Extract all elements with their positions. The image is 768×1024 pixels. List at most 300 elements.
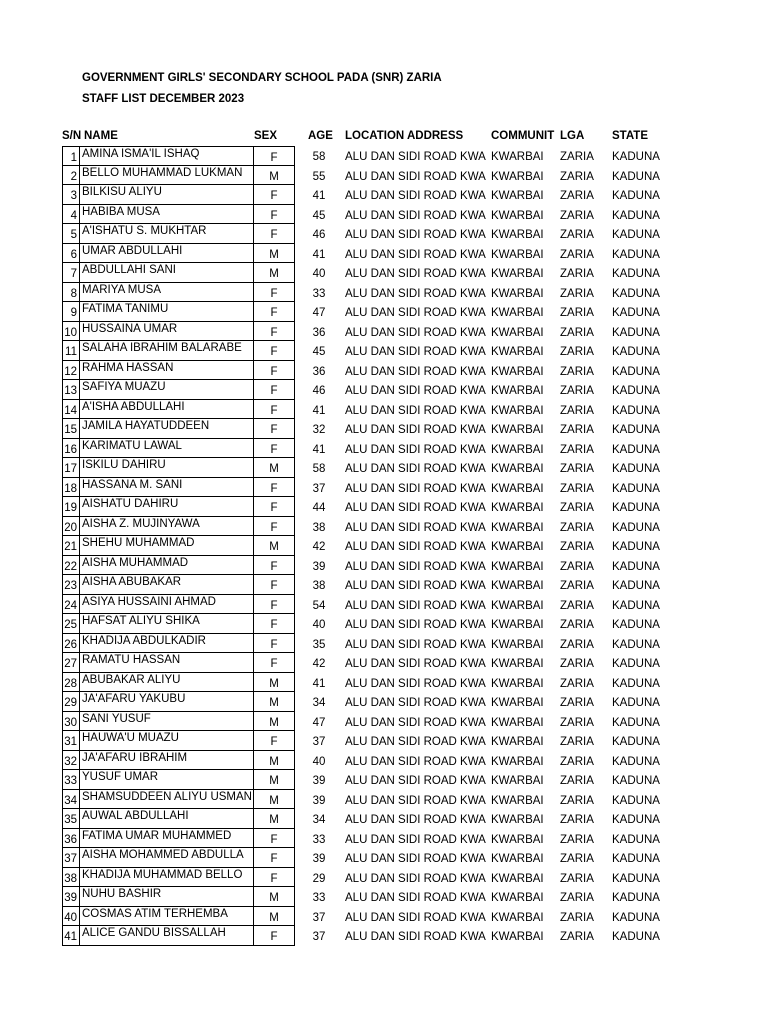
cell-location: ALU DAN SIDI ROAD KWA	[345, 560, 486, 573]
cell-state: KADUNA	[612, 541, 660, 553]
cell-sex: F	[254, 614, 295, 634]
cell-age: 35	[312, 638, 326, 651]
cell-name: SHEHU MUHAMMAD	[80, 536, 254, 556]
cell-age: 45	[312, 209, 326, 222]
cell-sex: F	[254, 361, 295, 381]
table-row	[0, 419, 768, 439]
cell-sn: 19	[62, 497, 80, 517]
cell-sn: 25	[62, 614, 80, 634]
cell-sn: 21	[62, 536, 80, 556]
cell-lga: ZARIA	[560, 599, 594, 612]
cell-sn: 13	[62, 380, 80, 400]
cell-name: SAFIYA MUAZU	[80, 380, 254, 400]
cell-sn: 40	[62, 907, 80, 927]
cell-sn: 20	[62, 517, 80, 537]
cell-sn: 24	[62, 595, 80, 615]
cell-name: ISKILU DAHIRU	[80, 458, 254, 478]
cell-age: 47	[312, 716, 326, 729]
cell-name: ABDULLAHI SANI	[80, 263, 254, 283]
cell-community: KWARBAI	[491, 248, 544, 261]
cell-community: KWARBAI	[491, 404, 544, 417]
cell-location: ALU DAN SIDI ROAD KWA	[345, 580, 486, 592]
cell-state: KADUNA	[612, 424, 660, 436]
cell-name: COSMAS ATIM TERHEMBA	[80, 907, 254, 927]
cell-community: KWARBAI	[491, 814, 544, 826]
cell-sn: 35	[62, 809, 80, 829]
cell-sn: 16	[62, 439, 80, 459]
cell-sn: 30	[62, 712, 80, 732]
cell-community: KWARBAI	[491, 541, 544, 553]
cell-location: ALU DAN SIDI ROAD KWA	[345, 833, 486, 846]
cell-community: KWARBAI	[491, 872, 544, 885]
cell-community: KWARBAI	[491, 794, 544, 807]
cell-lga: ZARIA	[560, 658, 594, 670]
cell-community: KWARBAI	[491, 619, 544, 631]
cell-age: 37	[312, 482, 326, 495]
cell-sn: 7	[62, 263, 80, 283]
cell-name: AMINA ISMA'IL ISHAQ	[80, 146, 254, 166]
cell-name: JA'AFARU YAKUBU	[80, 692, 254, 712]
cell-community: KWARBAI	[491, 892, 544, 904]
cell-age: 37	[312, 931, 326, 943]
table-row	[0, 907, 768, 927]
cell-state: KADUNA	[612, 346, 660, 358]
cell-age: 37	[312, 736, 326, 748]
cell-age: 36	[312, 326, 326, 339]
cell-sex: F	[254, 380, 295, 400]
table-row	[0, 770, 768, 790]
cell-name: KARIMATU LAWAL	[80, 439, 254, 459]
cell-age: 46	[312, 385, 326, 397]
header-state: STATE	[612, 130, 648, 142]
cell-location: ALU DAN SIDI ROAD KWA	[345, 209, 486, 222]
cell-location: ALU DAN SIDI ROAD KWA	[345, 911, 486, 924]
cell-name: KHADIJA ABDULKADIR	[80, 634, 254, 654]
cell-lga: ZARIA	[560, 190, 594, 202]
cell-state: KADUNA	[612, 170, 660, 183]
cell-lga: ZARIA	[560, 931, 594, 943]
cell-sex: M	[254, 790, 295, 810]
table-row	[0, 536, 768, 556]
cell-sex: F	[254, 224, 295, 244]
cell-lga: ZARIA	[560, 385, 594, 397]
cell-state: KADUNA	[612, 365, 660, 378]
cell-sn: 27	[62, 653, 80, 673]
cell-sn: 34	[62, 790, 80, 810]
cell-location: ALU DAN SIDI ROAD KWA	[345, 346, 486, 358]
cell-location: ALU DAN SIDI ROAD KWA	[345, 229, 486, 241]
cell-sex: F	[254, 302, 295, 322]
cell-sex: F	[254, 497, 295, 517]
cell-location: ALU DAN SIDI ROAD KWA	[345, 307, 486, 319]
table-row	[0, 497, 768, 517]
cell-state: KADUNA	[612, 326, 660, 339]
cell-location: ALU DAN SIDI ROAD KWA	[345, 794, 486, 807]
cell-age: 33	[312, 833, 326, 846]
cell-sn: 17	[62, 458, 80, 478]
cell-name: SHAMSUDDEEN ALIYU USMAN	[80, 790, 254, 810]
header-name: NAME	[84, 130, 118, 142]
document-title: GOVERNMENT GIRLS' SECONDARY SCHOOL PADA (SNR) ZARIA	[82, 72, 442, 84]
cell-location: ALU DAN SIDI ROAD KWA	[345, 170, 486, 183]
cell-location: ALU DAN SIDI ROAD KWA	[345, 502, 486, 514]
cell-community: KWARBAI	[491, 560, 544, 573]
cell-lga: ZARIA	[560, 580, 594, 592]
cell-lga: ZARIA	[560, 775, 594, 787]
cell-age: 40	[312, 268, 326, 280]
cell-sex: F	[254, 848, 295, 868]
cell-state: KADUNA	[612, 580, 660, 592]
cell-community: KWARBAI	[491, 502, 544, 514]
table-row	[0, 556, 768, 576]
cell-location: ALU DAN SIDI ROAD KWA	[345, 385, 486, 397]
table-row	[0, 322, 768, 342]
cell-state: KADUNA	[612, 502, 660, 514]
cell-sex: F	[254, 653, 295, 673]
cell-state: KADUNA	[612, 404, 660, 417]
cell-age: 41	[312, 404, 326, 417]
cell-sex: F	[254, 341, 295, 361]
table-row	[0, 829, 768, 849]
cell-name: RAMATU HASSAN	[80, 653, 254, 673]
cell-sex: F	[254, 400, 295, 420]
cell-lga: ZARIA	[560, 424, 594, 436]
cell-sex: F	[254, 575, 295, 595]
cell-community: KWARBAI	[491, 346, 544, 358]
cell-state: KADUNA	[612, 892, 660, 904]
cell-sn: 32	[62, 751, 80, 771]
cell-lga: ZARIA	[560, 911, 594, 924]
table-row	[0, 926, 768, 946]
cell-location: ALU DAN SIDI ROAD KWA	[345, 190, 486, 202]
cell-state: KADUNA	[612, 521, 660, 534]
cell-age: 44	[312, 502, 326, 514]
cell-sn: 37	[62, 848, 80, 868]
cell-sn: 31	[62, 731, 80, 751]
cell-location: ALU DAN SIDI ROAD KWA	[345, 677, 486, 690]
cell-state: KADUNA	[612, 307, 660, 319]
table-row	[0, 458, 768, 478]
cell-sex: F	[254, 595, 295, 615]
cell-location: ALU DAN SIDI ROAD KWA	[345, 599, 486, 612]
cell-sex: M	[254, 692, 295, 712]
table-row	[0, 263, 768, 283]
cell-sex: F	[254, 868, 295, 888]
cell-name: BELLO MUHAMMAD LUKMAN	[80, 166, 254, 186]
cell-lga: ZARIA	[560, 502, 594, 514]
cell-community: KWARBAI	[491, 716, 544, 729]
cell-name: HABIBA MUSA	[80, 205, 254, 225]
cell-sn: 5	[62, 224, 80, 244]
cell-name: AISHA ABUBAKAR	[80, 575, 254, 595]
cell-sex: F	[254, 283, 295, 303]
cell-age: 34	[312, 814, 326, 826]
cell-state: KADUNA	[612, 209, 660, 222]
cell-lga: ZARIA	[560, 833, 594, 846]
cell-sn: 8	[62, 283, 80, 303]
cell-state: KADUNA	[612, 482, 660, 495]
cell-name: MARIYA MUSA	[80, 283, 254, 303]
cell-state: KADUNA	[612, 229, 660, 241]
cell-lga: ZARIA	[560, 560, 594, 573]
cell-state: KADUNA	[612, 638, 660, 651]
cell-community: KWARBAI	[491, 853, 544, 865]
cell-location: ALU DAN SIDI ROAD KWA	[345, 697, 486, 709]
table-row	[0, 868, 768, 888]
cell-state: KADUNA	[612, 443, 660, 456]
cell-community: KWARBAI	[491, 677, 544, 690]
cell-age: 39	[312, 775, 326, 787]
cell-lga: ZARIA	[560, 872, 594, 885]
cell-lga: ZARIA	[560, 814, 594, 826]
cell-community: KWARBAI	[491, 365, 544, 378]
cell-sn: 12	[62, 361, 80, 381]
cell-lga: ZARIA	[560, 248, 594, 261]
cell-name: JAMILA HAYATUDDEEN	[80, 419, 254, 439]
cell-sn: 41	[62, 926, 80, 946]
cell-age: 58	[312, 463, 326, 475]
table-row	[0, 166, 768, 186]
cell-community: KWARBAI	[491, 775, 544, 787]
cell-sex: F	[254, 322, 295, 342]
cell-community: KWARBAI	[491, 911, 544, 924]
cell-sex: F	[254, 926, 295, 946]
cell-community: KWARBAI	[491, 833, 544, 846]
cell-sex: M	[254, 887, 295, 907]
table-row	[0, 439, 768, 459]
table-row	[0, 692, 768, 712]
cell-age: 54	[312, 599, 326, 612]
cell-age: 41	[312, 443, 326, 456]
cell-state: KADUNA	[612, 833, 660, 846]
cell-state: KADUNA	[612, 385, 660, 397]
cell-sex: F	[254, 478, 295, 498]
cell-sn: 28	[62, 673, 80, 693]
cell-name: UMAR ABDULLAHI	[80, 244, 254, 264]
cell-name: RAHMA HASSAN	[80, 361, 254, 381]
cell-location: ALU DAN SIDI ROAD KWA	[345, 248, 486, 261]
cell-state: KADUNA	[612, 911, 660, 924]
cell-sn: 26	[62, 634, 80, 654]
cell-sex: F	[254, 419, 295, 439]
table-row	[0, 653, 768, 673]
table-row	[0, 380, 768, 400]
cell-age: 42	[312, 658, 326, 670]
cell-community: KWARBAI	[491, 307, 544, 319]
cell-name: AUWAL ABDULLAHI	[80, 809, 254, 829]
table-row	[0, 731, 768, 751]
cell-age: 46	[312, 229, 326, 241]
cell-age: 58	[312, 151, 326, 163]
cell-location: ALU DAN SIDI ROAD KWA	[345, 151, 486, 163]
cell-name: ASIYA HUSSAINI AHMAD	[80, 595, 254, 615]
table-row	[0, 283, 768, 303]
cell-sex: M	[254, 751, 295, 771]
cell-community: KWARBAI	[491, 424, 544, 436]
cell-community: KWARBAI	[491, 599, 544, 612]
cell-lga: ZARIA	[560, 463, 594, 475]
cell-name: AISHA MUHAMMAD	[80, 556, 254, 576]
cell-lga: ZARIA	[560, 892, 594, 904]
header-age: AGE	[308, 130, 333, 142]
table-row	[0, 341, 768, 361]
cell-state: KADUNA	[612, 716, 660, 729]
header-location: LOCATION ADDRESS	[345, 130, 464, 142]
table-row	[0, 478, 768, 498]
cell-state: KADUNA	[612, 658, 660, 670]
cell-sex: F	[254, 829, 295, 849]
cell-sn: 4	[62, 205, 80, 225]
cell-community: KWARBAI	[491, 755, 544, 768]
cell-state: KADUNA	[612, 755, 660, 768]
cell-community: KWARBAI	[491, 658, 544, 670]
cell-state: KADUNA	[612, 463, 660, 475]
cell-age: 42	[312, 541, 326, 553]
cell-sex: M	[254, 263, 295, 283]
table-row	[0, 809, 768, 829]
cell-state: KADUNA	[612, 872, 660, 885]
table-row	[0, 751, 768, 771]
cell-sex: M	[254, 244, 295, 264]
cell-age: 36	[312, 365, 326, 378]
table-row	[0, 790, 768, 810]
cell-sn: 11	[62, 341, 80, 361]
cell-sex: M	[254, 770, 295, 790]
header-sn: S/N	[62, 130, 82, 142]
table-row	[0, 517, 768, 537]
table-row	[0, 595, 768, 615]
cell-sex: M	[254, 809, 295, 829]
cell-lga: ZARIA	[560, 521, 594, 534]
cell-sn: 36	[62, 829, 80, 849]
cell-sex: M	[254, 166, 295, 186]
cell-location: ALU DAN SIDI ROAD KWA	[345, 775, 486, 787]
cell-lga: ZARIA	[560, 697, 594, 709]
cell-age: 41	[312, 248, 326, 261]
cell-sex: M	[254, 458, 295, 478]
cell-name: HAFSAT ALIYU SHIKA	[80, 614, 254, 634]
table-row	[0, 634, 768, 654]
cell-sn: 2	[62, 166, 80, 186]
cell-location: ALU DAN SIDI ROAD KWA	[345, 521, 486, 534]
cell-lga: ZARIA	[560, 346, 594, 358]
cell-lga: ZARIA	[560, 755, 594, 768]
header-sex: SEX	[254, 130, 278, 142]
cell-state: KADUNA	[612, 931, 660, 943]
table-row	[0, 614, 768, 634]
cell-age: 41	[312, 677, 326, 690]
cell-location: ALU DAN SIDI ROAD KWA	[345, 443, 486, 456]
cell-community: KWARBAI	[491, 287, 544, 300]
cell-community: KWARBAI	[491, 151, 544, 163]
cell-name: NUHU BASHIR	[80, 887, 254, 907]
cell-state: KADUNA	[612, 697, 660, 709]
cell-age: 33	[312, 287, 326, 300]
cell-name: AISHA MOHAMMED ABDULLA	[80, 848, 254, 868]
cell-location: ALU DAN SIDI ROAD KWA	[345, 326, 486, 339]
cell-location: ALU DAN SIDI ROAD KWA	[345, 541, 486, 553]
cell-location: ALU DAN SIDI ROAD KWA	[345, 892, 486, 904]
cell-name: ALICE GANDU BISSALLAH	[80, 926, 254, 946]
cell-lga: ZARIA	[560, 268, 594, 280]
cell-lga: ZARIA	[560, 170, 594, 183]
cell-sn: 23	[62, 575, 80, 595]
cell-sex: M	[254, 673, 295, 693]
cell-state: KADUNA	[612, 248, 660, 261]
table-row	[0, 205, 768, 225]
cell-state: KADUNA	[612, 287, 660, 300]
cell-sex: F	[254, 185, 295, 205]
cell-name: AISHATU DAHIRU	[80, 497, 254, 517]
cell-name: HUSSAINA UMAR	[80, 322, 254, 342]
cell-location: ALU DAN SIDI ROAD KWA	[345, 482, 486, 495]
cell-community: KWARBAI	[491, 443, 544, 456]
cell-location: ALU DAN SIDI ROAD KWA	[345, 287, 486, 300]
table-row	[0, 848, 768, 868]
cell-community: KWARBAI	[491, 638, 544, 651]
cell-name: SANI YUSUF	[80, 712, 254, 732]
cell-lga: ZARIA	[560, 326, 594, 339]
cell-sn: 6	[62, 244, 80, 264]
cell-location: ALU DAN SIDI ROAD KWA	[345, 755, 486, 768]
table-row	[0, 302, 768, 322]
cell-sex: M	[254, 712, 295, 732]
cell-location: ALU DAN SIDI ROAD KWA	[345, 716, 486, 729]
cell-community: KWARBAI	[491, 190, 544, 202]
cell-state: KADUNA	[612, 775, 660, 787]
table-row	[0, 146, 768, 166]
cell-community: KWARBAI	[491, 326, 544, 339]
cell-location: ALU DAN SIDI ROAD KWA	[345, 404, 486, 417]
cell-location: ALU DAN SIDI ROAD KWA	[345, 853, 486, 865]
cell-community: KWARBAI	[491, 385, 544, 397]
cell-name: A'ISHA ABDULLAHI	[80, 400, 254, 420]
cell-name: HASSANA M. SANI	[80, 478, 254, 498]
cell-community: KWARBAI	[491, 209, 544, 222]
cell-age: 37	[312, 911, 326, 924]
cell-name: KHADIJA MUHAMMAD BELLO	[80, 868, 254, 888]
cell-location: ALU DAN SIDI ROAD KWA	[345, 931, 486, 943]
table-row	[0, 185, 768, 205]
table-row	[0, 400, 768, 420]
cell-age: 38	[312, 521, 326, 534]
cell-lga: ZARIA	[560, 209, 594, 222]
cell-sn: 14	[62, 400, 80, 420]
cell-sn: 39	[62, 887, 80, 907]
cell-name: ABUBAKAR ALIYU	[80, 673, 254, 693]
cell-lga: ZARIA	[560, 443, 594, 456]
cell-lga: ZARIA	[560, 716, 594, 729]
cell-age: 34	[312, 697, 326, 709]
table-row	[0, 224, 768, 244]
cell-name: JA'AFARU IBRAHIM	[80, 751, 254, 771]
cell-community: KWARBAI	[491, 482, 544, 495]
cell-lga: ZARIA	[560, 151, 594, 163]
cell-name: SALAHA IBRAHIM BALARABE	[80, 341, 254, 361]
cell-location: ALU DAN SIDI ROAD KWA	[345, 619, 486, 631]
cell-age: 33	[312, 892, 326, 904]
cell-sn: 22	[62, 556, 80, 576]
cell-location: ALU DAN SIDI ROAD KWA	[345, 463, 486, 475]
cell-state: KADUNA	[612, 560, 660, 573]
cell-lga: ZARIA	[560, 677, 594, 690]
cell-name: YUSUF UMAR	[80, 770, 254, 790]
cell-age: 39	[312, 853, 326, 865]
cell-sex: M	[254, 907, 295, 927]
cell-name: FATIMA TANIMU	[80, 302, 254, 322]
cell-community: KWARBAI	[491, 170, 544, 183]
cell-age: 40	[312, 619, 326, 631]
